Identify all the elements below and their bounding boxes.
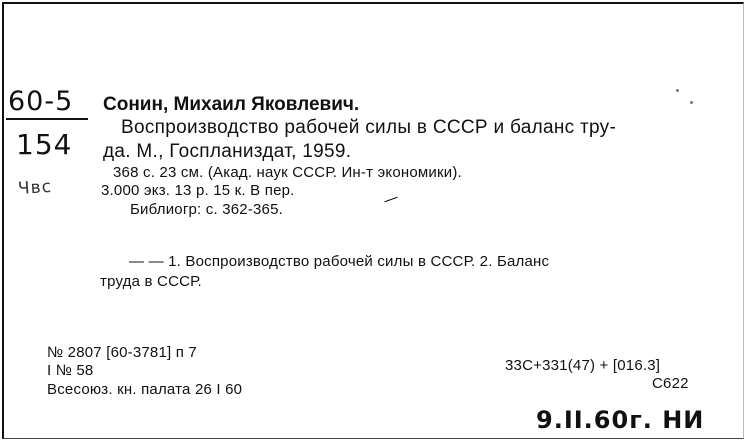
subject-headings-line-2: труда в СССР. — [100, 273, 202, 290]
author-heading: Сонин, Михаил Яковлевич. — [103, 94, 360, 115]
shelf-mark-top: 60-5 — [8, 86, 74, 117]
shelf-mark-rule — [6, 118, 88, 120]
handwritten-date: 9.II.60г. НИ — [536, 406, 705, 434]
card-number-line-1: № 2807 [60-3781] п 7 — [47, 344, 197, 361]
shelf-mark-bottom: 154 — [16, 128, 73, 161]
collation-line-2: 3.000 экз. 13 р. 15 к. В пер. — [101, 182, 295, 199]
collation-line-1: 368 с. 23 см. (Акад. наук СССР. Ин-т экономики). — [113, 164, 462, 181]
title-line-1: Воспроизводство рабочей силы в СССР и баланс тру- — [121, 117, 617, 138]
classification-index: 33С+331(47) + [016.3] — [505, 357, 661, 374]
handwritten-note: Чвс — [17, 176, 53, 200]
author-mark: С622 — [652, 375, 689, 392]
title-line-2: да. М., Госпланиздат, 1959. — [103, 141, 352, 162]
bibliography-note: Библиогр: с. 362-365. — [130, 201, 284, 218]
card-number-line-2: I № 58 — [47, 362, 94, 379]
ink-speck — [690, 101, 693, 104]
ink-speck — [676, 89, 679, 92]
publisher-chamber-line: Всесоюз. кн. палата 26 I 60 — [47, 381, 243, 398]
subject-headings-line-1: — — 1. Воспроизводство рабочей силы в СССР. 2. Баланс — [129, 253, 550, 270]
